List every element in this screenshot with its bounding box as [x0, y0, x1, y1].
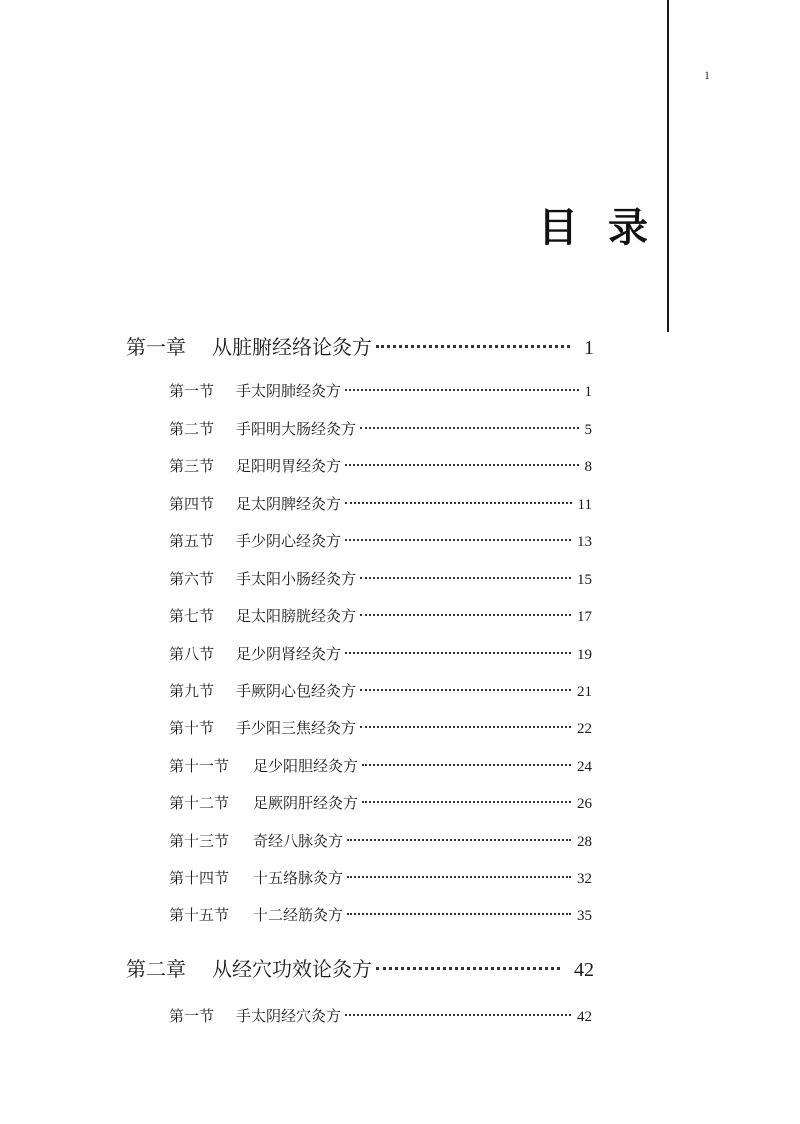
- chapter-title: 从经穴功效论灸方: [212, 957, 372, 981]
- toc-section[interactable]: [169, 1005, 592, 1027]
- section-title: 足少阳胆经灸方: [253, 757, 359, 775]
- dot-leader: [376, 967, 560, 970]
- dot-leader: [360, 726, 571, 728]
- section-title: 手太阳小肠经灸方: [236, 570, 357, 588]
- toc-section[interactable]: [169, 867, 592, 889]
- section-label: 第八节: [169, 645, 215, 663]
- dot-leader: [360, 614, 571, 616]
- dot-leader: [347, 913, 571, 915]
- section-page: 8: [584, 459, 592, 475]
- toc-section[interactable]: [169, 830, 592, 852]
- section-label: 第二节: [169, 420, 215, 438]
- section-title: 足少阴肾经灸方: [236, 645, 342, 663]
- toc-section[interactable]: [169, 680, 592, 702]
- toc-section[interactable]: [169, 904, 592, 926]
- toc-section[interactable]: [169, 380, 592, 402]
- section-title: 手阳明大肠经灸方: [236, 420, 357, 438]
- toc-section[interactable]: [169, 455, 592, 477]
- toc-section[interactable]: [169, 755, 592, 777]
- section-label: 第三节: [169, 457, 215, 475]
- section-title: 足太阴脾经灸方: [236, 495, 342, 513]
- toc-section[interactable]: [169, 530, 592, 552]
- toc-section[interactable]: [169, 493, 592, 515]
- section-page: 32: [577, 871, 592, 887]
- chapter-page: 42: [574, 959, 594, 981]
- section-page: 35: [577, 908, 592, 924]
- dot-leader: [345, 1014, 571, 1016]
- chapter-label: 第二章: [126, 957, 186, 981]
- section-page: 21: [577, 684, 592, 700]
- section-label: 第七节: [169, 607, 215, 625]
- section-page: 19: [577, 647, 592, 663]
- section-label: 第六节: [169, 570, 215, 588]
- section-page: 5: [584, 422, 592, 438]
- dot-leader: [360, 577, 571, 579]
- section-title: 手太阴经穴灸方: [236, 1007, 342, 1025]
- chapter-title: 从脏腑经络论灸方: [212, 335, 372, 359]
- page-number: 1: [704, 68, 710, 82]
- section-label: 第一节: [169, 382, 215, 400]
- chapter-label: 第一章: [126, 335, 186, 359]
- dot-leader: [345, 502, 572, 504]
- section-title: 手太阴肺经灸方: [236, 382, 342, 400]
- dot-leader: [347, 876, 571, 878]
- section-label: 第十五节: [169, 906, 230, 924]
- toc-section[interactable]: [169, 605, 592, 627]
- margin-rule: [667, 0, 669, 332]
- section-label: 第一节: [169, 1007, 215, 1025]
- toc-chapter-1[interactable]: [126, 332, 594, 362]
- toc-section[interactable]: [169, 418, 592, 440]
- section-label: 第九节: [169, 682, 215, 700]
- section-page: 26: [577, 796, 592, 812]
- section-label: 第十节: [169, 719, 215, 737]
- section-page: 28: [577, 834, 592, 850]
- dot-leader: [360, 427, 578, 429]
- section-title: 奇经八脉灸方: [253, 832, 344, 850]
- toc-chapter-2[interactable]: [126, 954, 594, 984]
- section-page: 42: [577, 1009, 592, 1025]
- toc-section[interactable]: [169, 792, 592, 814]
- section-page: 24: [577, 759, 592, 775]
- dot-leader: [345, 652, 571, 654]
- section-title: 十二经筋灸方: [253, 906, 344, 924]
- section-title: 手少阴心经灸方: [236, 532, 342, 550]
- section-title: 足阳明胃经灸方: [236, 457, 342, 475]
- section-page: 1: [584, 384, 592, 400]
- dot-leader: [376, 345, 570, 348]
- section-page: 15: [577, 572, 592, 588]
- section-page: 13: [577, 534, 592, 550]
- section-title: 手厥阴心包经灸方: [236, 682, 357, 700]
- section-title: 十五络脉灸方: [253, 869, 344, 887]
- section-page: 11: [577, 497, 592, 513]
- toc-section[interactable]: [169, 568, 592, 590]
- section-page: 17: [577, 609, 592, 625]
- dot-leader: [362, 764, 571, 766]
- section-label: 第四节: [169, 495, 215, 513]
- section-label: 第十三节: [169, 832, 230, 850]
- dot-leader: [345, 389, 578, 391]
- dot-leader: [360, 689, 571, 691]
- dot-leader: [362, 801, 571, 803]
- section-title: 足厥阴肝经灸方: [253, 794, 359, 812]
- section-label: 第十一节: [169, 757, 230, 775]
- section-label: 第五节: [169, 532, 215, 550]
- dot-leader: [347, 839, 571, 841]
- toc-section[interactable]: [169, 643, 592, 665]
- section-label: 第十二节: [169, 794, 230, 812]
- section-page: 22: [577, 721, 592, 737]
- section-title: 手少阳三焦经灸方: [236, 719, 357, 737]
- toc-title: 目录: [538, 205, 678, 251]
- dot-leader: [345, 539, 571, 541]
- section-title: 足太阳膀胱经灸方: [236, 607, 357, 625]
- dot-leader: [345, 464, 578, 466]
- section-label: 第十四节: [169, 869, 230, 887]
- chapter-page: 1: [584, 337, 594, 359]
- toc-section[interactable]: [169, 717, 592, 739]
